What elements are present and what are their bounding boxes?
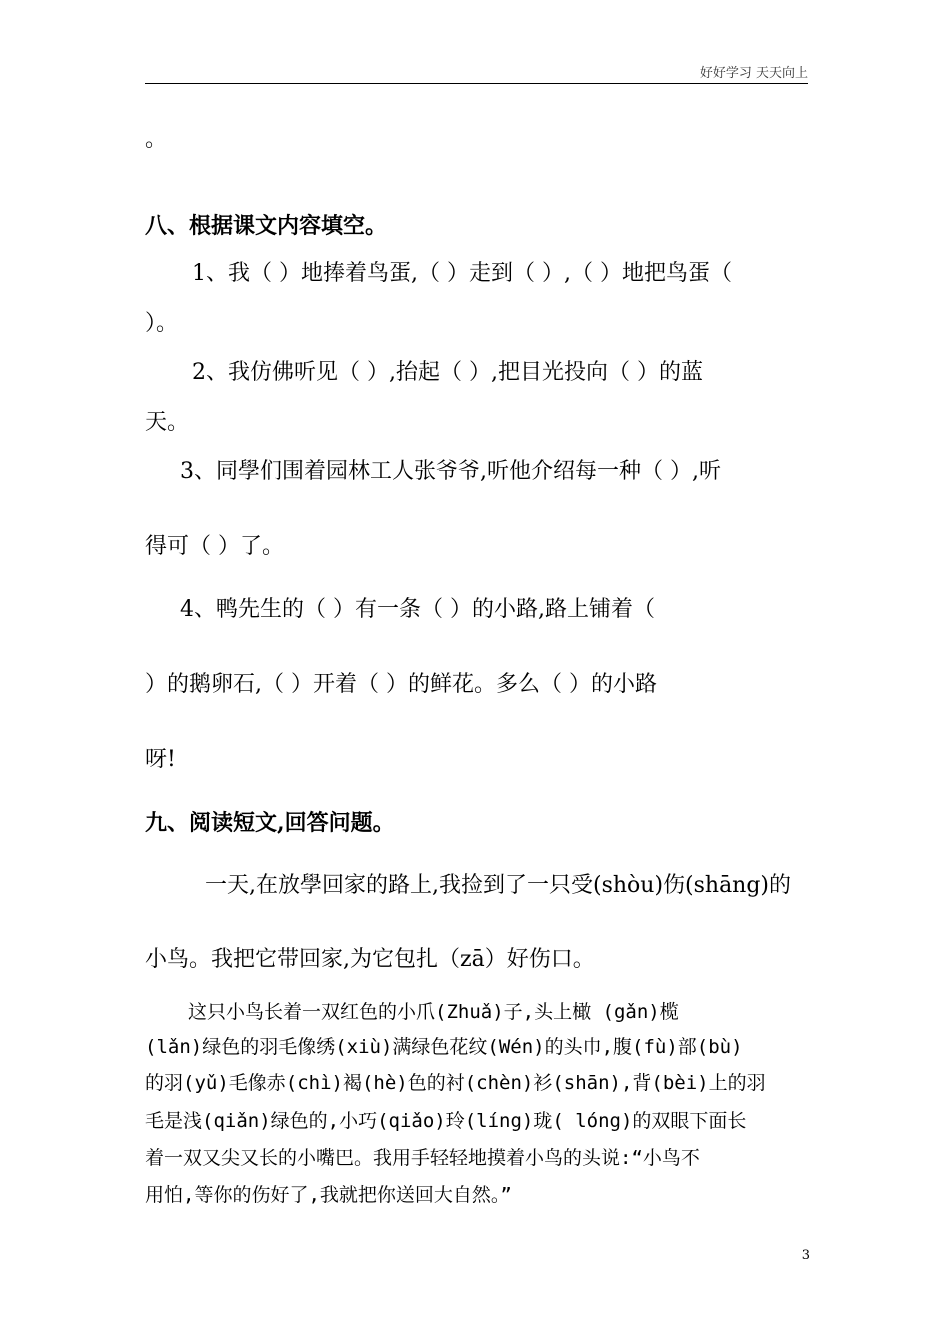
passage-line: 用怕,等你的伤好了,我就把你送回大自然。” — [145, 1184, 512, 1206]
page-number: 3 — [801, 1248, 810, 1263]
question-4-line: ）的鹅卵石,（ ）开着（ ）的鲜花。多么（ ）的小路 — [145, 672, 657, 697]
section-8-title: 八、根据课文内容填空。 — [145, 213, 388, 239]
question-1-line: 1、我（ ）地捧着鸟蛋,（ ）走到（ ）,（ ）地把鸟蛋（ — [192, 261, 732, 286]
question-2-line: 天。 — [145, 410, 190, 435]
section-9-title: 九、阅读短文,回答问题。 — [145, 810, 395, 836]
question-4-line: 呀! — [145, 747, 176, 772]
question-2-line: 2、我仿佛听见（ ）,抬起（ ）,把目光投向（ ）的蓝 — [192, 360, 703, 385]
question-3-line: 3、同學们围着园林工人张爷爷,听他介绍每一种（ ）,听 — [180, 459, 721, 484]
question-1-line: ）。 — [145, 311, 179, 336]
page-header: 好好学习 天天向上 — [699, 66, 808, 81]
passage-line: (lǎn)绿色的羽毛像绣(xiù)满绿色花纹(Wén)的头巾,腹(fù)部(bù) — [145, 1036, 743, 1058]
question-4-line: 4、鸭先生的（ ）有一条（ ）的小路,路上铺着（ — [180, 597, 655, 622]
passage-line: 这只小鸟长着一双红色的小爪(Zhuǎ)子,头上橄 (gǎn)榄 — [188, 1001, 679, 1023]
passage-line: 的羽(yǔ)毛像赤(chì)褐(hè)色的衬(chèn)衫(shān),背(bèi)上的羽 — [145, 1072, 766, 1094]
text-line: 。 — [145, 127, 168, 152]
question-3-line: 得可（ ）了。 — [145, 534, 284, 559]
header-rule — [145, 83, 808, 84]
passage-line: 一天,在放學回家的路上,我捡到了一只受(shòu)伤(shāng)的 — [205, 873, 792, 898]
passage-line: 小鸟。我把它带回家,为它包扎（zā）好伤口。 — [145, 947, 595, 972]
passage-line: 毛是浅(qiǎn)绿色的,小巧(qiǎo)玲(líng)珑( lóng)的双眼下面长 — [145, 1110, 747, 1132]
passage-line: 着一双又尖又长的小嘴巴。我用手轻轻地摸着小鸟的头说:“小鸟不 — [145, 1147, 700, 1169]
